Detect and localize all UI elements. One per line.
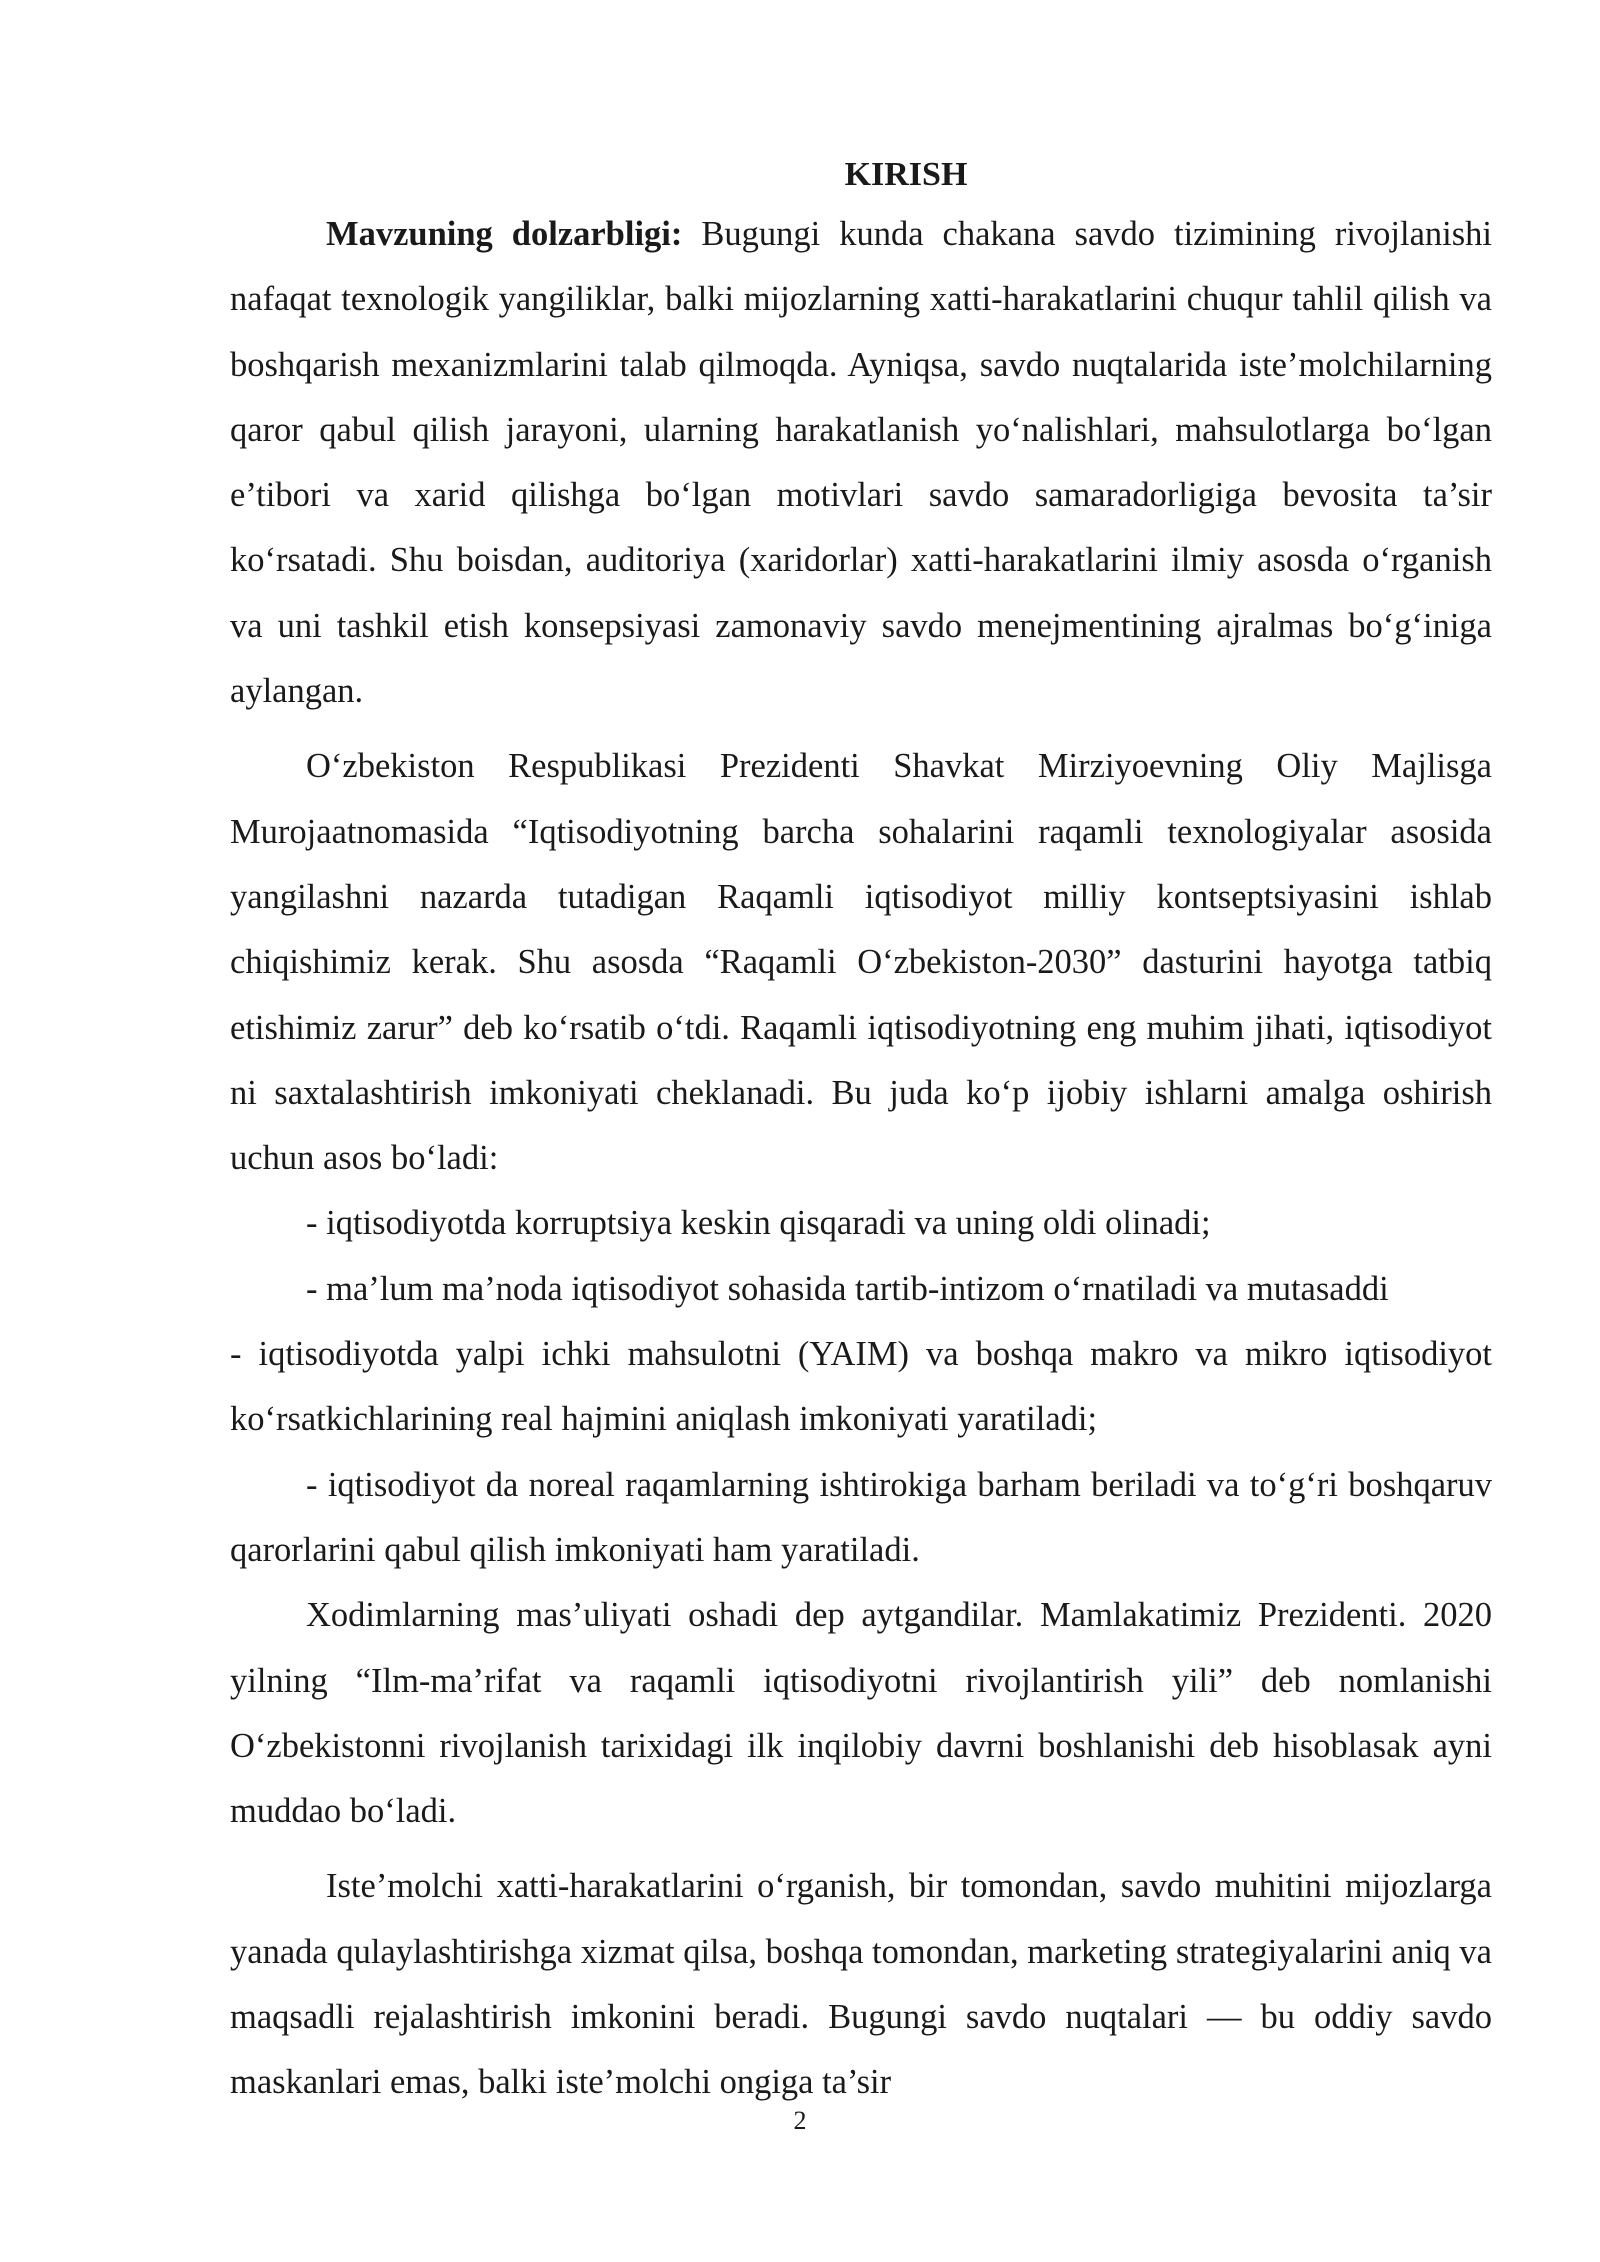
list-item-corruption: - iqtisodiyotda korruptsiya keskin qisqaradi va uning oldi olinadi;: [306, 1204, 1211, 1243]
paragraph-president-address: O‘zbekiston Respublikasi Prezidenti Shavkat Mirziyoevning Oliy Majlisga Murojaatnomasida “Iqtisodiyotning barcha sohalarini raqamli texnologiyalar asosida yangilashni nazarda tutadigan Raqamli iqtisodiyot milliy kontseptsiyasini ishlab chiqishimiz kerak. Shu asosda “Raqamli O‘zbekiston-2030” dasturini hayotga tatbiq etishimiz zarur” deb ko‘rsatib o‘tdi. Raqamli iqtisodiyotning eng muhim jihati, iqtisodiyot ni saxtalashtirish imkoniyati cheklanadi. Bu juda ko‘p ijobiy ishlarni amalga oshirish uchun asos bo‘ladi:: [230, 747, 1492, 1178]
list-item-gdp: - iqtisodiyotda yalpi ichki mahsulotni (YAIM) va boshqa makro va mikro iqtisodiyot ko‘rsatkichlarining real hajmini aniqlash imkoniyati yaratiladi;: [230, 1335, 1492, 1439]
document-page: [230, 148, 1492, 2116]
page-title: KIRISH: [844, 156, 968, 193]
paragraph-text: Bugungi kunda chakana savdo tizimining rivojlanishi nafaqat texnologik yangiliklar, balki mijozlarning xatti-harakatlarini chuqur tahlil qilish va boshqarish mexanizmlarini talab qilmoqda. Ayniqsa, savdo nuqtalarida iste’molchilarning qaror qabul qilish jarayoni, ularning harakatlanish yo‘nalishlari, mahsulotlarga bo‘lgan e’tibori va xarid qilishga bo‘lgan motivlari savdo samaradorligiga bevosita ta’sir ko‘rsatadi. Shu boisdan, auditoriya (xaridorlar) xatti-harakatlarini ilmiy asosda o‘rganish va uni tashkil etish konsepsiyasi zamonaviy savdo menejmentining ajralmas bo‘g‘iniga aylangan.: [230, 215, 1492, 711]
paragraph-consumer-behavior: Iste’molchi xatti-harakatlarini o‘rganish, bir tomondan, savdo muhitini mijozlarga yanada qulaylashtirishga xizmat qilsa, boshqa tomondan, marketing strategiyalarini aniq va maqsadli rejalashtirish imkonini beradi. Bugungi savdo nuqtalari — bu oddiy savdo maskanlari emas, balki iste’molchi ongiga ta’sir: [230, 1867, 1492, 2102]
paragraph-relevance: [230, 202, 1492, 724]
page-number: 2: [793, 2106, 807, 2135]
list-item-discipline: - ma’lum ma’noda iqtisodiyot sohasida tartib-intizom o‘rnatiladi va mutasaddi: [306, 1269, 1389, 1308]
paragraph-responsibility: Xodimlarning mas’uliyati oshadi dep aytgandilar. Mamlakatimiz Prezidenti. 2020 yilning “Ilm-ma’rifat va raqamli iqtisodiyotni rivojlantirish yili” deb nomlanishi O‘zbekistonni rivojlanish tarixidagi ilk inqilobiy davrni boshlanishi deb hisoblasak ayni muddao bo‘ladi.: [230, 1596, 1492, 1831]
list-item-decisions: - iqtisodiyot da noreal raqamlarning ishtirokiga barham beriladi va to‘g‘ri boshqaruv qarorlarini qabul qilish imkoniyati ham yaratiladi.: [230, 1465, 1492, 1569]
paragraph-lead-label: Mavzuning dolzarbligi:: [326, 215, 683, 253]
